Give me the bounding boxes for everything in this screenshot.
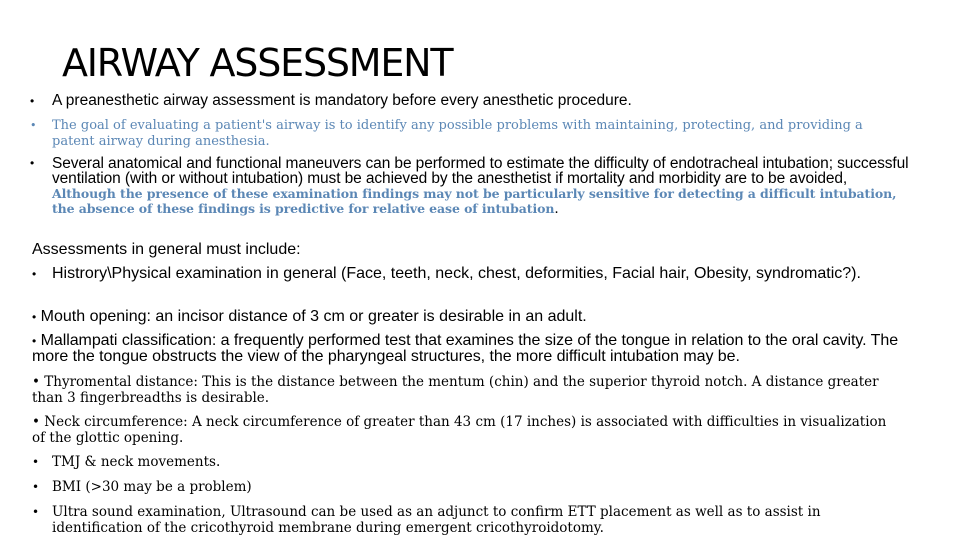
intro-text-2: The goal of evaluating a patient's airway is to identify any possible problems with maintaining, protecting, and providing a patent airway during anesthesia. xyxy=(52,118,863,149)
bullet-dot: • xyxy=(32,455,40,469)
item-text: Mallampati classification: a frequently performed test that examines the size of the tongue in relation to the oral cavity. The more the tongue obstructs the view of the pharyngeal structures, the more difficult intubation may be. xyxy=(32,332,899,365)
bullet-dot: • xyxy=(30,94,35,108)
list-item xyxy=(32,333,932,365)
bullet-dot: • xyxy=(32,310,37,324)
bullet-dot: • xyxy=(32,505,40,519)
intro-bullet-2 xyxy=(30,118,890,150)
list-item xyxy=(32,454,892,470)
intro-text-3-main: Several anatomical and functional maneuvers can be performed to estimate the difficulty of endotracheal intubation; successful ventilation (with or without intubation) must be achieved by the anesthetist if mortality and morbidity are to be avoided, xyxy=(52,155,909,187)
bullet-dot: • xyxy=(32,334,37,348)
bullet-dot: • xyxy=(32,480,40,494)
slide-title: AIRWAY ASSESSMENT xyxy=(62,41,453,85)
item-text: BMI (>30 may be a problem) xyxy=(52,479,252,495)
intro-text-1: A preanesthetic airway assessment is mandatory before every anesthetic procedure. xyxy=(52,92,632,109)
list-item xyxy=(32,308,912,326)
intro-bullet-3 xyxy=(30,156,910,216)
intro-bullet-1 xyxy=(30,91,930,111)
intro-text-3 xyxy=(30,156,910,216)
item-text: Mouth opening: an incisor distance of 3 cm or greater is desirable in an adult. xyxy=(40,308,587,325)
item-text: Histrory\Physical examination in general (Face, teeth, neck, chest, deformities, Facial hair, Obesity, syndromatic?). xyxy=(52,265,861,282)
intro-text-3-note: Although the presence of these examination findings may not be particularly sensitive for detecting a difficult intubation, the absence of these findings is predictive for relative ease of intubation xyxy=(52,186,897,216)
list-item xyxy=(32,266,912,282)
bullet-dot: • xyxy=(32,374,40,390)
item-text: TMJ & neck movements. xyxy=(52,454,221,470)
list-item xyxy=(32,414,892,446)
list-item xyxy=(32,479,892,495)
bullet-dot: • xyxy=(30,119,37,132)
item-text: Neck circumference: A neck circumference of greater than 43 cm (17 inches) is associated with difficulties in visualization of the glottic opening. xyxy=(32,414,887,446)
bullet-dot: • xyxy=(30,156,35,170)
bullet-dot: • xyxy=(32,267,37,281)
bullet-dot: • xyxy=(32,414,40,430)
list-item xyxy=(32,374,892,406)
item-text: Thyromental distance: This is the distance between the mentum (chin) and the superior thyroid notch. A distance greater than 3 fingerbreadths is desirable. xyxy=(32,374,879,406)
section-heading: Assessments in general must include: xyxy=(32,241,301,258)
list-item xyxy=(32,504,882,536)
intro-text-3-end: . xyxy=(554,200,559,217)
item-text: Ultra sound examination, Ultrasound can be used as an adjunct to confirm ETT placement as well as to assist in identification of the cricothyroid membrane during emergent cricothyroidotomy. xyxy=(52,504,821,536)
